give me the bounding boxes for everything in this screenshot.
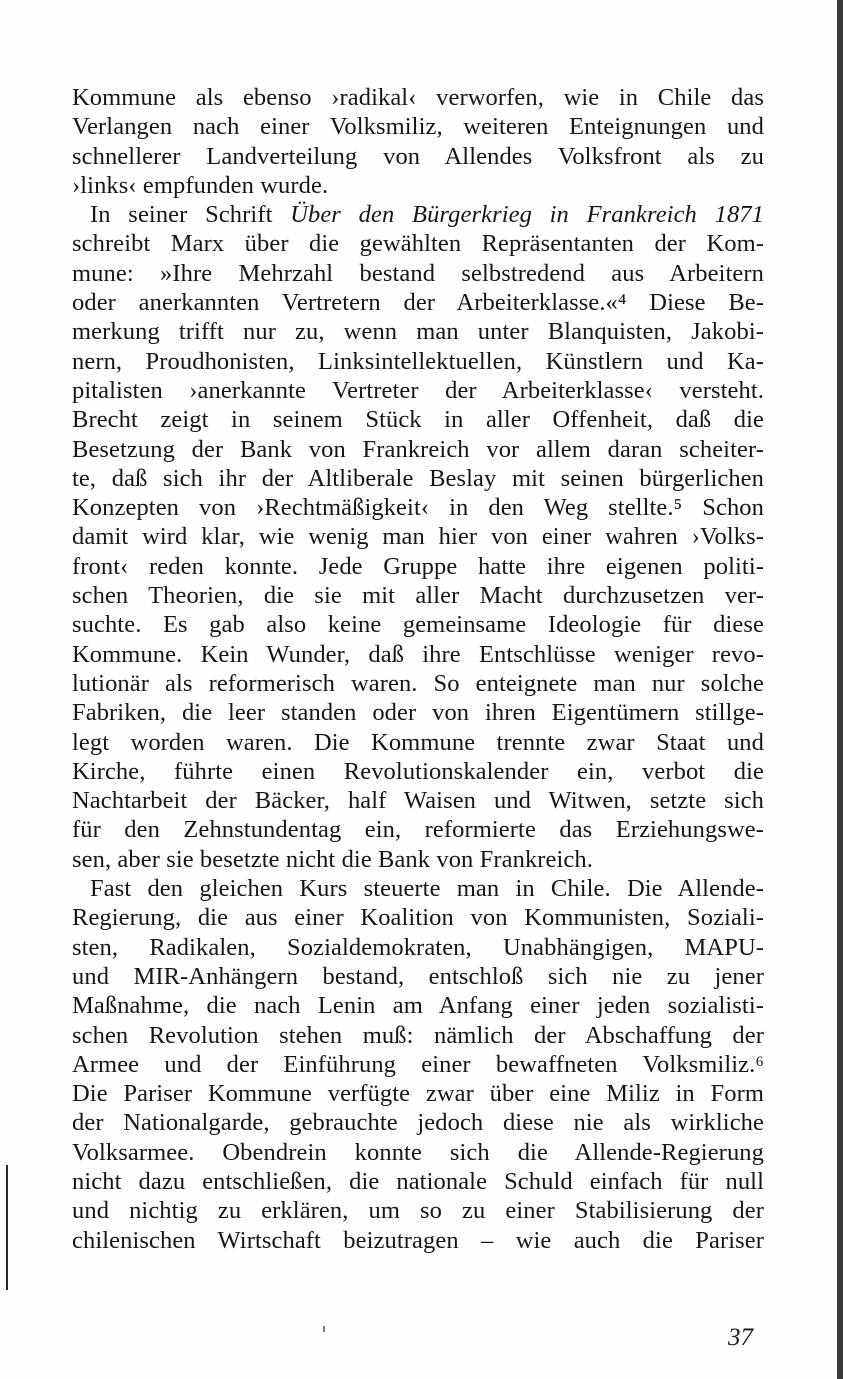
text-line: und MIR-Anhängern bestand, entschloß sich nie zu jener bbox=[72, 962, 764, 990]
text-fragment: In seiner Schrift bbox=[90, 201, 291, 229]
print-speck bbox=[323, 1326, 325, 1332]
text-line-with-title bbox=[72, 200, 764, 229]
text-line: merkung trifft nur zu, wenn man unter Blanquisten, Jakobi- bbox=[72, 318, 764, 346]
text-line: nicht dazu entschließen, die nationale Schuld einfach für null bbox=[72, 1167, 764, 1195]
text-line: pitalisten ›anerkannte Vertreter der Arbeiterklasse‹ versteht. bbox=[72, 376, 764, 404]
text-line: lutionär als reformerisch waren. So enteignete man nur solche bbox=[72, 669, 764, 697]
text-line: sen, aber sie besetzte nicht die Bank von Frankreich. bbox=[72, 845, 593, 873]
text-line: Kommune als ebenso ›radikal‹ verworfen, wie in Chile das bbox=[72, 84, 764, 111]
margin-mark bbox=[6, 1165, 8, 1290]
text-line: Volksarmee. Obendrein konnte sich die Allende-Regierung bbox=[72, 1138, 764, 1166]
text-line: Armee und der Einführung einer bewaffneten Volksmiliz.⁶ bbox=[72, 1050, 764, 1078]
text-line: schreibt Marx über die gewählten Repräsentanten der Kom- bbox=[72, 230, 764, 258]
text-line: und nichtig zu erklären, um so zu einer Stabilisierung der bbox=[72, 1197, 764, 1225]
text-line: Kommune. Kein Wunder, daß ihre Entschlüsse weniger revo- bbox=[72, 640, 764, 668]
text-line: Fabriken, die leer standen oder von ihren Eigentümern stillge- bbox=[72, 699, 764, 727]
text-line: Maßnahme, die nach Lenin am Anfang einer jeden sozialisti- bbox=[72, 992, 764, 1020]
body-text bbox=[72, 83, 764, 1255]
text-line: front‹ reden konnte. Jede Gruppe hatte ihre eigenen politi- bbox=[72, 552, 764, 580]
text-line: Nachtarbeit der Bäcker, half Waisen und Witwen, setzte sich bbox=[72, 787, 764, 815]
text-line: Besetzung der Bank von Frankreich vor allem daran scheiter- bbox=[72, 435, 764, 463]
text-line: Fast den gleichen Kurs steuerte man in Chile. Die Allende- bbox=[90, 875, 764, 903]
text-line: suchte. Es gab also keine gemeinsame Ideologie für diese bbox=[72, 611, 764, 639]
italic-book-title: Über den Bürgerkrieg in Frankreich 1871 bbox=[290, 201, 765, 229]
page-number: 37 bbox=[728, 1324, 753, 1351]
text-line: Verlangen nach einer Volksmiliz, weiteren Enteignungen und bbox=[72, 113, 764, 141]
text-line: nern, Proudhonisten, Linksintellektuellen, Künstlern und Ka- bbox=[72, 347, 764, 375]
text-line: te, daß sich ihr der Altliberale Beslay mit seinen bürgerlichen bbox=[72, 464, 764, 492]
text-line: Brecht zeigt in seinem Stück in aller Offenheit, daß die bbox=[72, 406, 764, 434]
text-line: der Nationalgarde, gebrauchte jedoch diese nie als wirkliche bbox=[72, 1109, 764, 1137]
text-line: für den Zehnstundentag ein, reformierte das Erziehungswe- bbox=[72, 816, 764, 844]
page-edge-shadow bbox=[837, 0, 843, 1379]
text-line: schnellerer Landverteilung von Allendes Volksfront als zu bbox=[72, 142, 764, 170]
text-line: chilenischen Wirtschaft beizutragen – wie auch die Pariser bbox=[72, 1226, 764, 1254]
text-line: Kirche, führte einen Revolutionskalender ein, verbot die bbox=[72, 757, 764, 785]
text-line: legt worden waren. Die Kommune trennte zwar Staat und bbox=[72, 728, 764, 756]
text-line: damit wird klar, wie wenig man hier von einer wahren ›Volks- bbox=[72, 523, 764, 551]
text-line: schen Revolution stehen muß: nämlich der Abschaffung der bbox=[72, 1021, 764, 1049]
text-line: sten, Radikalen, Sozialdemokraten, Unabhängigen, MAPU- bbox=[72, 933, 764, 961]
text-line: Die Pariser Kommune verfügte zwar über eine Miliz in Form bbox=[72, 1080, 764, 1108]
text-line: Regierung, die aus einer Koalition von Kommunisten, Soziali- bbox=[72, 904, 764, 932]
text-line: mune: »Ihre Mehrzahl bestand selbstredend aus Arbeitern bbox=[72, 259, 764, 287]
text-line: oder anerkannten Vertretern der Arbeiterklasse.«⁴ Diese Be- bbox=[72, 289, 764, 317]
text-line: ›links‹ empfunden wurde. bbox=[72, 171, 329, 199]
text-line: Konzepten von ›Rechtmäßigkeit‹ in den Weg stellte.⁵ Schon bbox=[72, 494, 764, 522]
text-line: schen Theorien, die sie mit aller Macht durchzusetzen ver- bbox=[72, 582, 764, 610]
